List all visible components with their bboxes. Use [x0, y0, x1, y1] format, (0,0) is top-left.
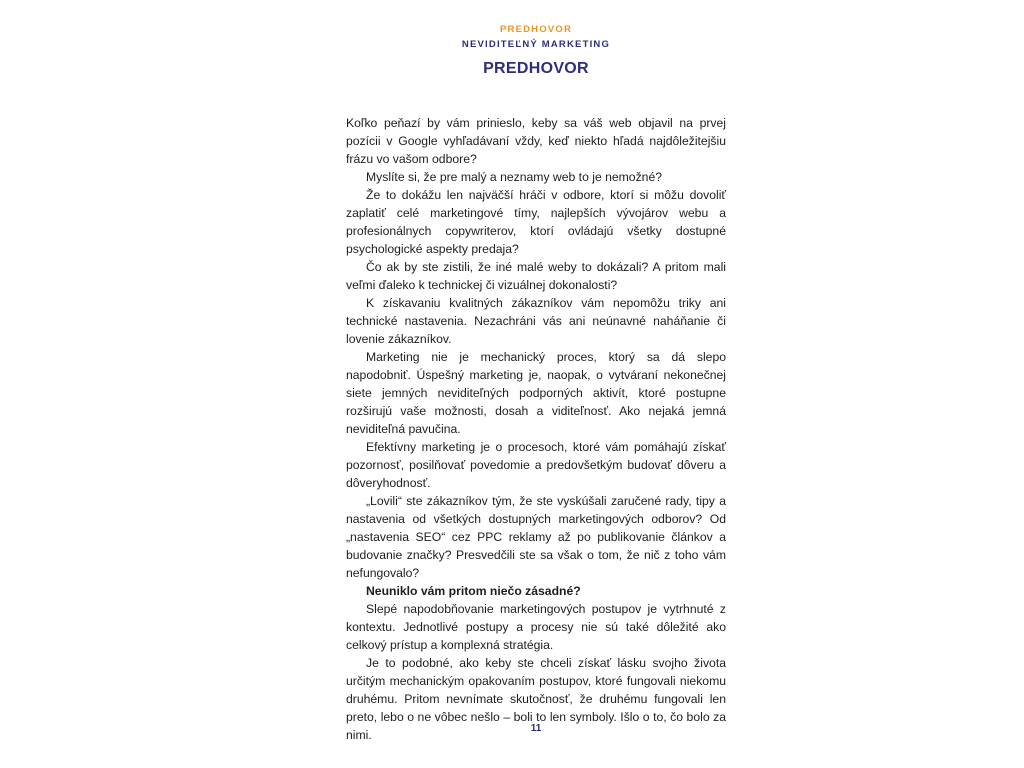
body-text — [346, 114, 726, 744]
paragraph: Je to podobné, ako keby ste chceli získať lásku svojho života určitým mechanickým opakovaním postupov, ktoré fungovali niekomu druhému. Pritom nevnímate skutočnosť, že druhému fungovali len preto, lebo o ne vôbec nešlo – boli to len symboly. Išlo o to, čo bolo za nimi. — [346, 656, 726, 742]
chapter-title: PREDHOVOR — [483, 60, 589, 77]
paragraph: Čo ak by ste zistili, že iné malé weby to dokázali? A pritom mali veľmi ďaleko k technickej či vizuálnej dokonalosti? — [346, 260, 726, 292]
paragraph: Koľko peňazí by vám prinieslo, keby sa váš web objavil na prvej pozícii v Google vyhľadávaní vždy, keď niekto hľadá najdôležitejšiu frázu vo vašom odbore? — [346, 116, 726, 166]
paragraph: „Lovili“ ste zákazníkov tým, že ste vyskúšali zaručené rady, tipy a nastavenia od všetkých dostupných marketingových odborov? Od „nastavenia SEO“ cez PPC reklamy až po publikovanie článkov a budovanie značky? Presvedčili ste sa však o tom, že nič z toho vám nefungovalo? — [346, 494, 726, 580]
section-heading: Neuniklo vám pritom niečo zásadné? — [366, 584, 581, 598]
paragraph: Že to dokážu len najväčší hráči v odbore, ktorí si môžu dovoliť zaplatiť celé marketingové tímy, najlepších vývojárov webu a profesionálnych copywriterov, ktorí ovládajú všetky dostupné psychologické aspekty predaja? — [346, 188, 726, 256]
running-header-book-title: NEVIDITEĽNÝ MARKETING — [461, 39, 611, 50]
paragraph: Myslíte si, že pre malý a neznamy web to je nemožné? — [366, 170, 663, 184]
paragraph: Marketing nie je mechanický proces, ktorý sa dá slepo napodobniť. Úspešný marketing je, naopak, o vytváraní nekonečnej siete jemných neviditeľných podporných aktivít, ktoré postupne rozširujú vaše možnosti, dosah a viditeľnosť. Ako nejaká jemná neviditeľná pavučina. — [346, 350, 726, 436]
page-number: 11 — [530, 723, 542, 734]
running-header-chapter: PREDHOVOR — [499, 24, 573, 35]
running-header — [0, 22, 1024, 52]
paragraph: Efektívny marketing je o procesoch, ktoré vám pomáhajú získať pozornosť, posilňovať povedomie a predovšetkým budovať dôveru a dôveryhodnosť. — [346, 440, 726, 490]
paragraph: Slepé napodobňovanie marketingových postupov je vytrhnuté z kontextu. Jednotlivé postupy a procesy nie sú také dôležité ako celkový prístup a komplexná stratégia. — [346, 602, 726, 652]
paragraph: K získavaniu kvalitných zákazníkov vám nepomôžu triky ani technické nastavenia. Nezachráni vás ani neúnavné naháňanie či lovenie zákazníkov. — [346, 296, 726, 346]
